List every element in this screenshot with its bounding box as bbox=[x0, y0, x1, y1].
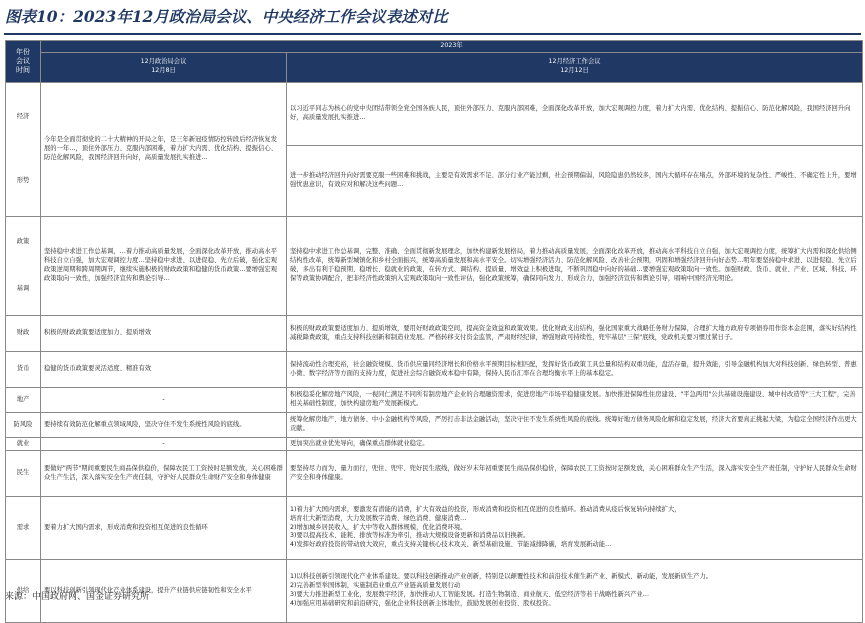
row-monetary bbox=[6, 352, 863, 388]
topic-situation-b: 形势 bbox=[16, 177, 30, 185]
livelihood-left: 要做好"两节"期间重要民生商品保供稳价，保障农民工工资按时足额发放，关心困难群众生产生活，深入落实安全生产责任制，守护好人民群众生命财产安全和身体健康 bbox=[41, 451, 287, 497]
title-rule bbox=[4, 33, 861, 35]
row-fiscal bbox=[6, 316, 863, 352]
right-meeting-name: 12月经济工作会议 bbox=[548, 58, 601, 66]
topic-monetary: 货币 bbox=[6, 352, 41, 388]
risk-left: 要持续有效防范化解重点领域风险，坚决守住不发生系统性风险的底线。 bbox=[41, 413, 287, 438]
row-situation-a bbox=[6, 83, 863, 146]
employment-left: - bbox=[41, 438, 287, 451]
row-livelihood bbox=[6, 451, 863, 497]
topic-property: 地产 bbox=[6, 388, 41, 413]
fiscal-left: 积极的财政政策要适度加力、提质增效 bbox=[41, 316, 287, 352]
topic-policy-tone bbox=[6, 217, 41, 316]
header-left-meeting bbox=[41, 52, 287, 82]
employment-right: 更加突出就业优先导向，确保重点群体就业稳定。 bbox=[287, 438, 863, 451]
header-corner: 年份 会议 时间 bbox=[6, 41, 41, 83]
policy-tone-right: 坚持稳中求进工作总基调，完整、准确、全面贯彻新发展理念，加快构建新发展格局，着力推动高质量发展，全面深化改革开放，推动高水平科技自立自强，加大宏观调控力度，统筹扩大内需和深化供给侧结构性改革，统筹新型城镇化和乡村全面振兴，统筹高质量发展和高水平安全。切实增强经济活力、防范化解风险、改善社会预期，巩固和增强经济回升向好态势…明年要坚持稳中求进、以进促稳、先立后破，多出有利于稳预期、稳增长、稳就业的政策，在转方式、调结构、提质量、增效益上积极进取，不断巩固稳中向好的基础…要增强宏观政策取向一致性。加强财政、货币、就业、产业、区域、科技、环保等政策协调配合，把非经济性政策纳入宏观政策取向一致性评估，强化政策统筹，确保同向发力、形成合力，加强经济宣传和舆论引导，唱响中国经济光明论。 bbox=[287, 217, 863, 316]
topic-situation-a: 经济 bbox=[16, 113, 30, 121]
policy-tone-left: 坚持稳中求进工作总基调，…着力推动高质量发展，全面深化改革开放，推动高水平科技自立自强，加大宏观调控力度…坚持稳中求进、以进促稳、先立后破，强化宏观政策逆周期和跨周期调节，继续实施积极的财政政策和稳健的货币政策…要增强宏观政策取向一致性，加强经济宣传和舆论引导… bbox=[41, 217, 287, 316]
property-left: - bbox=[41, 388, 287, 413]
header-row-1 bbox=[6, 41, 863, 53]
property-right: 积极稳妥化解房地产风险，一视同仁满足不同所有制房地产企业的合理融资需求，促进房地产市场平稳健康发展。加快推进保障性住房建设、"平急两用"公共基础设施建设、城中村改造等"三大工程"，完善相关基础性制度，加快构建房地产发展新模式。 bbox=[287, 388, 863, 413]
topic-livelihood: 民生 bbox=[6, 451, 41, 497]
row-policy-tone bbox=[6, 217, 863, 316]
topic-employment: 就业 bbox=[6, 438, 41, 451]
header-year: 2023年 bbox=[41, 41, 863, 53]
supply-left: 要以科技创新引领现代化产业体系建设，提升产业链供应链韧性和安全水平 bbox=[41, 560, 287, 623]
monetary-left: 稳健的货币政策要灵活适度、精准有效 bbox=[41, 352, 287, 388]
header-row-2 bbox=[6, 52, 863, 82]
topic-supply: 供给 bbox=[6, 560, 41, 623]
topic-policy-tone-a: 政策 bbox=[16, 238, 30, 246]
right-meeting-date: 12月12日 bbox=[560, 67, 589, 75]
header-right-meeting bbox=[287, 52, 863, 82]
situation-right-a: 以习近平同志为核心的党中央团结带领全党全国各族人民，顶住外部压力、克服内部困难，全面深化改革开放，加大宏观调控力度，着力扩大内需、优化结构、提振信心、防范化解风险，我国经济回升向好，高质量发展扎实推进… bbox=[287, 83, 863, 146]
situation-right-b: 进一步推动经济回升向好需要克服一些困难和挑战，主要是有效需求不足、部分行业产能过剩，社会预期偏弱，风险隐患仍然较多，国内大循环存在堵点，外部环境的复杂性、严峻性、不确定性上升，要增强忧患意识，有效应对和解决这些问题… bbox=[287, 146, 863, 217]
supply-item: 1)以科技创新引领现代化产业体系建设。要以科技创新推动产业创新，特别是以颠覆性技术和前沿技术催生新产业、新模式、新动能，发展新质生产力。 bbox=[290, 573, 713, 581]
monetary-right: 保持流动性合理充裕，社会融资规模、货币供应量同经济增长和价格水平预期目标相匹配，发挥好货币政策工具总量和结构双重功能，盘活存量，提升效能，引导金融机构加大对科技创新、绿色转型、普惠小微、数字经济等方面的支持力度，促进社会综合融资成本稳中有降，保持人民币汇率在合理均衡水平上的基本稳定。 bbox=[287, 352, 863, 388]
fiscal-right: 积极的财政政策要适度加力、提质增效，要用好财政政策空间，提高资金效益和政策效果。优化财政支出结构，强化国家重大战略任务财力保障，合理扩大地方政府专项债券用作资本金范围，落实好结构性减税降费政策，重点支持科技创新和制造业发展。严格转移支付资金监管，严肃财经纪律，增强财政可持续性，兜牢基层"三保"底线，党政机关要习惯过紧日子。 bbox=[287, 316, 863, 352]
topic-situation bbox=[6, 83, 41, 217]
left-meeting-date: 12月8日 bbox=[151, 67, 176, 75]
supply-right bbox=[287, 560, 863, 623]
row-demand bbox=[6, 497, 863, 560]
supply-item: 4)加强应用基础研究和前沿研究，强化企业科技创新主体地位，鼓励发展创业投资、股权投资。 bbox=[290, 599, 555, 607]
livelihood-right: 要坚持尽力而为、量力而行，兜住、兜牢、兜好民生底线，做好岁末年初重要民生商品保供稳价，保障农民工工资按时足额发放，关心困难群众生产生活，深入落实安全生产责任制，守护好人民群众生命财产安全和身体健康。 bbox=[287, 451, 863, 497]
topic-demand: 需求 bbox=[6, 497, 41, 560]
topic-fiscal: 财政 bbox=[6, 316, 41, 352]
topic-policy-tone-b: 基调 bbox=[16, 285, 30, 293]
demand-item: 2)增加城乡居民收入，扩大中等收入群体规模，优化消费环境。 bbox=[290, 523, 467, 531]
supply-item: 2)完善新型举国体制，实施制造业重点产业链高质量发展行动 bbox=[290, 582, 461, 590]
left-meeting-name: 12月政治局会议 bbox=[140, 58, 187, 66]
demand-item: 3)要以提高技术、能耗、排放等标准为牵引，推动大规模设备更新和消费品以旧换新。 bbox=[290, 532, 530, 540]
source-note: 来源：中国政府网、国金证券研究所 bbox=[5, 592, 150, 602]
demand-item: 1)着力扩大国内需求，要激发有潜能的消费，扩大有效益的投资，形成消费和投资相互促进的良性循环。推动消费从疫后恢复转向持续扩大， bbox=[290, 505, 681, 513]
row-employment bbox=[6, 438, 863, 451]
row-property bbox=[6, 388, 863, 413]
risk-right: 统筹化解房地产、地方债务、中小金融机构等风险，严厉打击非法金融活动，坚决守住不发生系统性风险的底线。统筹好地方债务风险化解和稳定发展，经济大省要真正挑起大梁，为稳定全国经济作出更大贡献。 bbox=[287, 413, 863, 438]
demand-item: 培育壮大新型消费，大力发展数字消费、绿色消费、健康消费… bbox=[290, 514, 467, 522]
demand-item: 4)发挥好政府投资的带动放大效应，重点支持关键核心技术攻关、新型基础设施、节能减排降碳，培育发展新动能… bbox=[290, 541, 612, 549]
demand-left: 要着力扩大国内需求，形成消费和投资相互促进的良性循环 bbox=[41, 497, 287, 560]
topic-risk: 防风险 bbox=[6, 413, 41, 438]
figure-title: 图表10：2023年12月政治局会议、中央经济工作会议表述对比 bbox=[5, 7, 448, 26]
situation-left: 今年是全面贯彻党的二十大精神的开局之年，是三年新冠疫情防控转段后经济恢复发展的一年…，顶住外部压力、克服内部困难，着力扩大内需、优化结构、提振信心、防范化解风险，我国经济回升向好，高质量发展扎实推进… bbox=[41, 83, 287, 217]
comparison-table bbox=[5, 40, 863, 623]
demand-right bbox=[287, 497, 863, 560]
supply-item: 3)要大力推进新型工业化，发展数字经济，加快推动人工智能发展。打造生物制造、商业航天、低空经济等若干战略性新兴产业… bbox=[290, 591, 650, 598]
row-risk bbox=[6, 413, 863, 438]
